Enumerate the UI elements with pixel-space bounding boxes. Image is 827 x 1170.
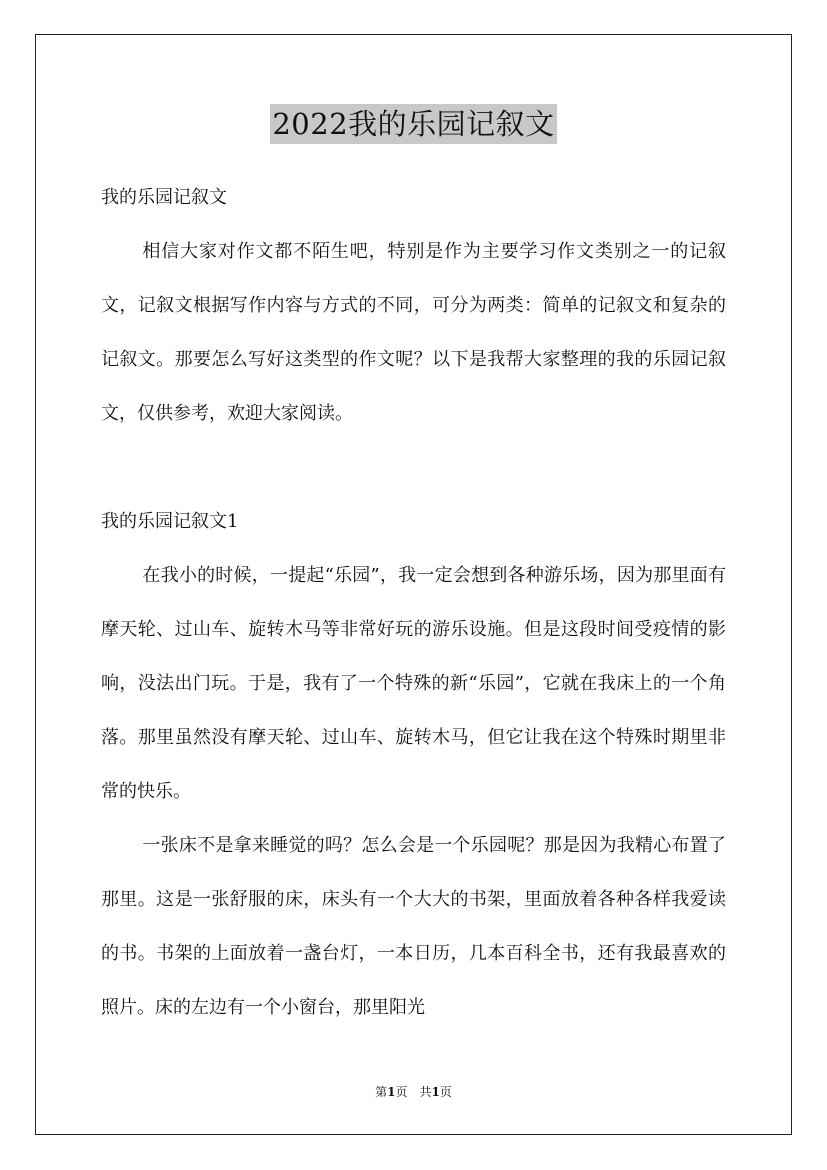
subtitle: 我的乐园记叙文	[101, 187, 227, 208]
footer-page-suffix: 页	[439, 1085, 452, 1099]
body-paragraph-1: 在我小的时候，一提起“乐园”，我一定会想到各种游乐场，因为那里面有摩天轮、过山车、旋转木马等非常好玩的游乐设施。但是这段时间受疫情的影响，没法出门玩。于是，我有了一个特殊的新“乐园”，它就在我床上的一个角落。那里虽然没有摩天轮、过山车、旋转木马，但它让我在这个特殊时期里非常的快乐。	[101, 565, 726, 802]
document-body	[101, 171, 726, 1035]
footer-page-prefix: 第	[375, 1085, 388, 1099]
footer-page-current: 1	[387, 1085, 396, 1099]
body-paragraph-2: 一张床不是拿来睡觉的吗？怎么会是一个乐园呢？那是因为我精心布置了那里。这是一张舒服的床，床头有一个大大的书架，里面放着各种各样我爱读的书。书架的上面放着一盏台灯，一本日历，几本百科全书，还有我最喜欢的照片。床的左边有一个小窗台，那里阳光	[101, 835, 726, 1018]
document-title: 2022我的乐园记叙文	[270, 104, 556, 144]
paragraph-gap	[101, 441, 726, 495]
document-title-container	[0, 104, 827, 144]
section-heading: 我的乐园记叙文1	[101, 511, 239, 532]
footer-page-total: 1	[431, 1085, 440, 1099]
page-footer	[0, 1084, 827, 1100]
intro-paragraph: 相信大家对作文都不陌生吧，特别是作为主要学习作文类别之一的记叙文，记叙文根据写作内容与方式的不同，可分为两类：简单的记叙文和复杂的记叙文。那要怎么写好这类型的作文呢？以下是我帮大家整理的我的乐园记叙文，仅供参考，欢迎大家阅读。	[101, 241, 726, 424]
footer-page-mid: 页 共	[395, 1085, 432, 1099]
